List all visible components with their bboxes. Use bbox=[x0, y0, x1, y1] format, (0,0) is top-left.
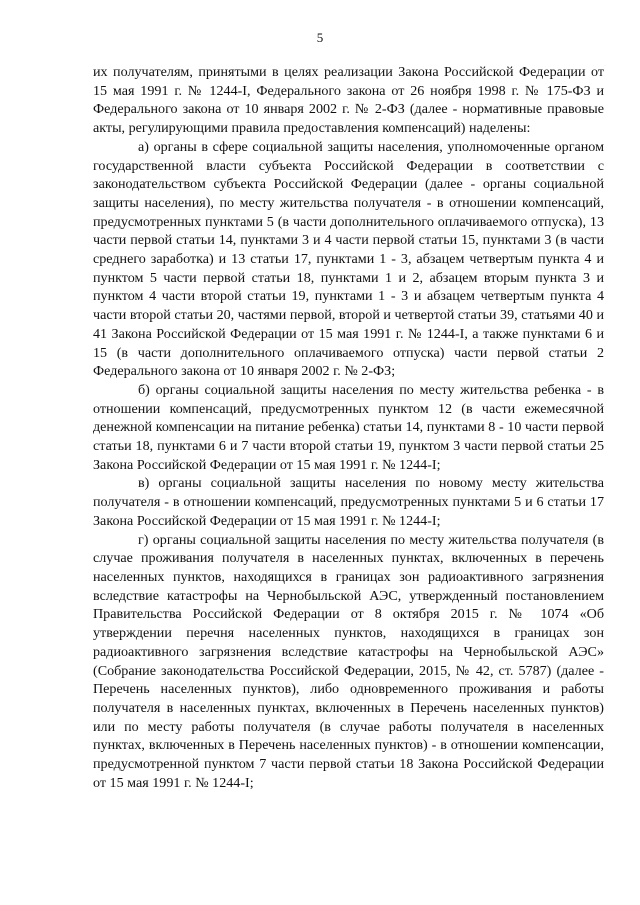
document-body bbox=[93, 63, 604, 792]
page-number: 5 bbox=[316, 30, 324, 45]
paragraph-item-v: в) органы социальной защиты населения по новому месту жительства получателя - в отношении компенсаций, предусмотренных пунктами 5 и 6 статьи 17 Закона Российской Федерации от 15 мая 1991 г. № 1244-I; bbox=[93, 475, 604, 529]
paragraph-item-g: г) органы социальной защиты населения по месту жительства получателя (в случае проживания получателя в населенных пунктах, включенных в перечень населенных пунктов, находящихся в границах зон радиоактивного загрязнения вследствие катастрофы на Чернобыльской АЭС, утвержденный постановлением Правительства Российской Федерации от 8 октября 2015 г. № 1074 «Об утверждении перечня населенных пунктов, находящихся в границах зон радиоактивного загрязнения вследствие катастрофы на Чернобыльской АЭС» (Собрание законодательства Российской Федерации, 2015, № 42, ст. 5787) (далее - Перечень населенных пунктов), либо одновременного проживания и работы получателя в населенных пунктах, включенных в Перечень населенных пунктов) или по месту работы получателя (в случае работы получателя в населенных пунктах, включенных в Перечень населенных пунктов) - в отношении компенсации, предусмотренной пунктом 7 части первой статьи 18 Закона Российской Федерации от 15 мая 1991 г. № 1244-I; bbox=[93, 531, 604, 791]
paragraph-item-a: а) органы в сфере социальной защиты населения, уполномоченные органом государственной власти субъекта Российской Федерации в соответствии с законодательством субъекта Российской Федерации (далее - органы социальной защиты населения), по месту жительства получателя - в отношении компенсаций, предусмотренных пунктами 5 (в части дополнительного оплачиваемого отпуска), 13 части первой статьи 14, пунктами 3 и 4 части первой статьи 15, пунктами 3 (в части среднего заработка) и 13 статьи 17, пунктами 1 - 3, абзацем четвертым пункта 4 и пунктом 5 части первой статьи 18, пунктами 1 и 2, абзацем вторым пункта 3 и пунктом 4 части второй статьи 19, пунктами 1 - 3 и абзацем четвертым пункта 4 части второй статьи 20, частями первой, второй и четвертой статьи 39, статьями 40 и 41 Закона Российской Федерации от 15 мая 1991 г. № 1244-I, а также пунктами 6 и 15 (в части дополнительного оплачиваемого отпуска) части первой статьи 2 Федерального закона от 10 января 2002 г. № 2-ФЗ; bbox=[93, 138, 604, 380]
paragraph-item-b: б) органы социальной защиты населения по месту жительства ребенка - в отношении компенсаций, предусмотренных пунктом 12 (в части ежемесячной денежной компенсации на питание ребенка) статьи 14, пунктами 8 - 10 части первой статьи 18, пунктами 6 и 7 части второй статьи 19, пунктом 3 части первой статьи 25 Закона Российской Федерации от 15 мая 1991 г. № 1244-I; bbox=[93, 381, 604, 473]
paragraph-continuation: их получателям, принятыми в целях реализации Закона Российской Федерации от 15 мая 1991 г. № 1244-I, Федерального закона от 26 ноября 1998 г. № 175-ФЗ и Федерального закона от 10 января 2002 г. № 2-ФЗ (далее - нормативные правовые акты, регулирующими правила предоставления компенсаций) наделены: bbox=[93, 64, 604, 137]
